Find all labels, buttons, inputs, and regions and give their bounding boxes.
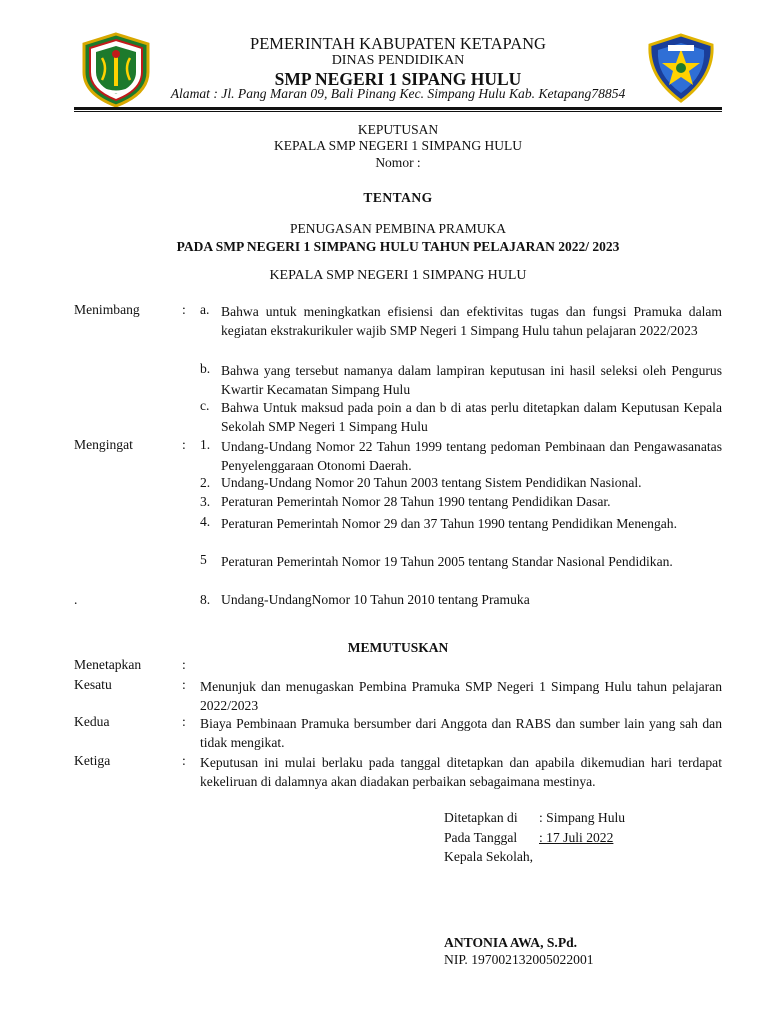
menimbang-colon: : xyxy=(182,302,186,317)
mengingat-stray-dot: . xyxy=(74,592,78,607)
menimbang-item-c: Bahwa Untuk maksud pada poin a dan b di atas perlu ditetapkan dalam Keputusan Kepala Sekolah SMP Negeri 1 Simpang Hulu xyxy=(221,400,722,434)
memutuskan-heading: MEMUTUSKAN xyxy=(347,640,449,655)
menimbang-item-b-marker: b. xyxy=(200,361,211,376)
letterhead-school-name: SMP NEGERI 1 SIPANG HULU xyxy=(274,69,522,89)
school-emblem-logo xyxy=(646,33,716,103)
menetapkan-label: Menetapkan xyxy=(74,657,142,672)
mengingat-item-3: Peraturan Pemerintah Nomor 28 Tahun 1990 tentang Pendidikan Dasar. xyxy=(221,494,611,509)
mengingat-item-3-marker: 3. xyxy=(200,494,211,509)
kesatu-text: Menunjuk dan menugaskan Pembina Pramuka SMP Negeri 1 Simpang Hulu tahun pelajaran 2022/2023 xyxy=(200,679,722,713)
menimbang-item-c-marker: c. xyxy=(200,398,210,413)
subject-line-1: PENUGASAN PEMBINA PRAMUKA xyxy=(289,221,507,236)
mengingat-item-8-marker: 8. xyxy=(200,592,211,607)
letterhead-address: Alamat : Jl. Pang Maran 09, Bali Pinang Kec. Simpang Hulu Kab. Ketapang78854 xyxy=(170,86,626,101)
decree-title: KEPUTUSAN xyxy=(357,122,439,137)
kesatu-colon: : xyxy=(182,677,186,692)
ketiga-text: Keputusan ini mulai berlaku pada tanggal ditetapkan dan apabila dikemudian hari terdapat kekeliruan di dalamnya akan diadakan perbaikan sebagaimana mestinya. xyxy=(200,755,722,789)
mengingat-item-1: Undang-Undang Nomor 22 Tahun 1999 tentang pedoman Pembinaan dan Pengawasanatas Penyelenggaraan Otonomi Daerah. xyxy=(221,439,722,473)
mengingat-item-8: Undang-UndangNomor 10 Tahun 2010 tentang Pramuka xyxy=(221,592,530,607)
menetapkan-colon: : xyxy=(182,657,186,672)
place-label: Ditetapkan di xyxy=(444,810,518,825)
mengingat-label: Mengingat xyxy=(74,437,133,452)
mengingat-item-5: Peraturan Pemerintah Nomor 19 Tahun 2005 tentang Standar Nasional Pendidikan. xyxy=(221,554,673,569)
letterhead-department: DINAS PENDIDIKAN xyxy=(331,53,465,68)
signatory-name: ANTONIA AWA, S.Pd. xyxy=(444,935,578,950)
letterhead-government: PEMERINTAH KABUPATEN KETAPANG xyxy=(250,34,546,53)
mengingat-item-5-marker: 5 xyxy=(200,552,207,567)
kedua-colon: : xyxy=(182,714,186,729)
ketiga-label: Ketiga xyxy=(74,753,111,768)
mengingat-item-2-marker: 2. xyxy=(200,475,211,490)
date-value: : 17 Juli 2022 xyxy=(539,830,614,845)
signature-place-row xyxy=(444,810,625,826)
kedua-label: Kedua xyxy=(74,714,110,729)
mengingat-item-2: Undang-Undang Nomor 20 Tahun 2003 tentang Sistem Pendidikan Nasional. xyxy=(221,475,642,490)
signature-date-row xyxy=(444,830,613,846)
place-value: : Simpang Hulu xyxy=(539,810,626,825)
mengingat-item-4-marker: 4. xyxy=(200,514,211,529)
kesatu-label: Kesatu xyxy=(74,677,112,692)
decree-issuer-title: KEPALA SMP NEGERI 1 SIMPANG HULU xyxy=(274,138,522,153)
subject-line-2: PADA SMP NEGERI 1 SIMPANG HULU TAHUN PELAJARAN 2022/ 2023 xyxy=(176,239,620,254)
menimbang-item-a-marker: a. xyxy=(200,302,210,317)
signature-role: Kepala Sekolah, xyxy=(444,849,534,864)
kedua-text: Biaya Pembinaan Pramuka bersumber dari Anggota dan RABS dan sumber lain yang sah dan tidak mengikat. xyxy=(200,716,722,750)
decree-number: Nomor : xyxy=(375,155,421,170)
tentang-heading: TENTANG xyxy=(363,190,433,205)
kabupaten-ketapang-emblem-logo xyxy=(78,32,154,108)
mengingat-item-4: Peraturan Pemerintah Nomor 29 dan 37 Tahun 1990 tentang Pendidikan Menengah. xyxy=(221,516,677,531)
date-label: Pada Tanggal xyxy=(444,830,518,845)
ketiga-colon: : xyxy=(182,753,186,768)
menimbang-label: Menimbang xyxy=(74,302,140,317)
letterhead-divider-thick xyxy=(74,107,722,110)
menimbang-item-a: Bahwa untuk meningkatkan efisiensi dan efektivitas tugas dan fungsi Pramuka dalam kegiatan ekstrakurikuler wajib SMP Negeri 1 Simpang Hulu tahun pelajaran 2022/2023 xyxy=(221,304,722,338)
signatory-nip: NIP. 197002132005022001 xyxy=(444,952,594,967)
menimbang-item-b: Bahwa yang tersebut namanya dalam lampiran keputusan ini hasil seleksi oleh Pengurus Kwartir Kecamatan Simpang Hulu xyxy=(221,363,722,397)
issuer-line: KEPALA SMP NEGERI 1 SIMPANG HULU xyxy=(269,268,527,283)
mengingat-colon: : xyxy=(182,437,186,452)
letterhead-divider-thin xyxy=(74,111,722,112)
mengingat-item-1-marker: 1. xyxy=(200,437,211,452)
